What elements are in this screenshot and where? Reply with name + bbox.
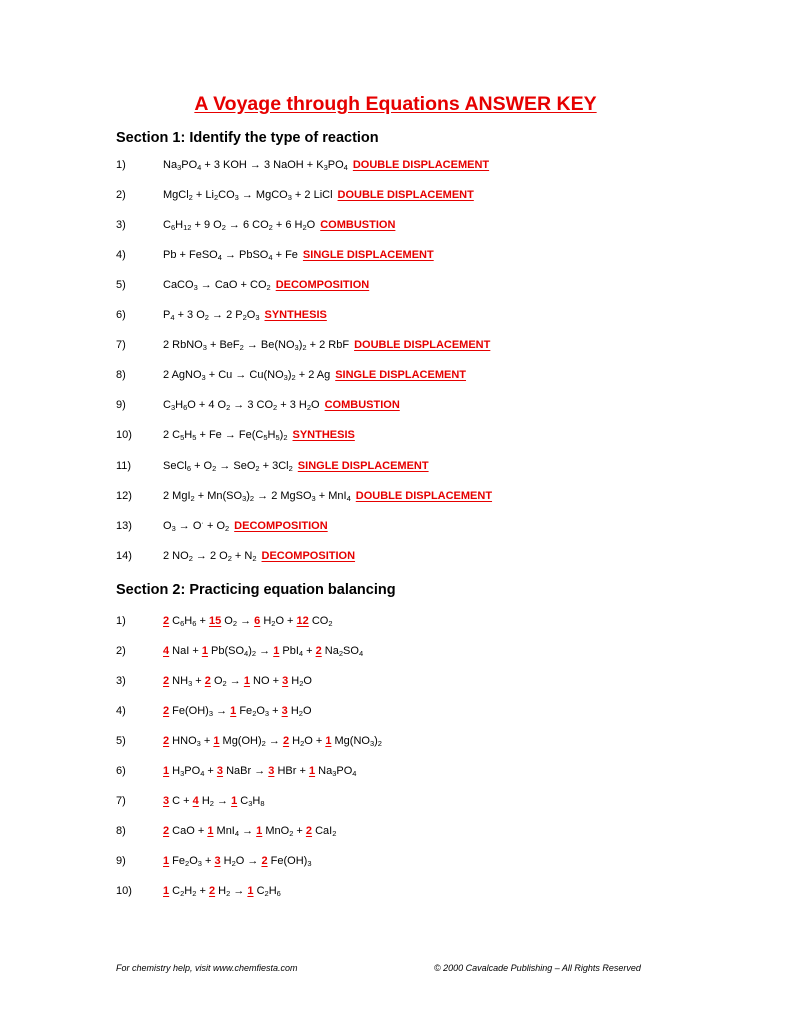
coefficient-answer: 15 [208,615,222,627]
coefficient-answer: 2 [305,825,313,837]
item-number: 14) [116,549,132,562]
reaction-type-answer: COMBUSTION [320,219,396,232]
equation: 1 $H_3PO_4 + 3$ NaBr → 3 HBr + 1 $Na_3PO_4$ [163,765,357,778]
reaction-type-answer: DECOMPOSITION [275,279,370,292]
reaction-type-answer: SINGLE DISPLACEMENT [297,459,429,472]
coefficient-answer: 1 [163,885,170,897]
equation: Pb + FeSO$_4$ → PbSO$_4$ + Fe SINGLE DISPLACEMENT [163,249,434,263]
coefficient-answer: 1 [231,795,238,807]
reaction-type-answer: SYNTHESIS [292,429,355,442]
coefficient-answer: 1 [243,675,250,687]
coefficient-answer: 2 [163,675,170,687]
equation: 2 CaO + 1 MnI$_4$ → 1 MnO$_2$ + 2 CaI$_2$ [163,825,337,838]
coefficient-answer: 1 [230,705,237,717]
coefficient-answer: 2 [315,645,322,657]
coefficient-answer: 2 [163,735,170,747]
item-number: 2) [116,645,126,657]
equation: 3 C + 4 $H_2 \to 1$ $C_3H_8$ [163,795,265,808]
coefficient-answer: 2 [261,855,268,867]
coefficient-answer: 12 [296,615,309,627]
item-number: 4) [116,249,126,262]
coefficient-answer: 2 [163,615,170,627]
coefficient-answer: 4 [192,795,199,807]
equation: $C_3H_6O + 4$ $O_2 \to 3$ $CO_2 + 3$ $H_2O$ COMBUSTION [163,399,400,413]
item-number: 9) [116,399,126,412]
coefficient-answer: 2 [163,825,170,837]
coefficient-answer: 1 [163,855,170,867]
equation: 2 $C_5H_5 + Fe \to Fe(C_5H_5)_2$ SYNTHESIS [163,429,355,443]
item-number: 8) [116,369,126,382]
coefficient-answer: 2 [163,705,170,717]
coefficient-answer: 3 [282,675,289,687]
equation: $Na_3PO_4 + 3$ KOH → 3 NaOH + $K_3PO_4$ DOUBLE DISPLACEMENT [163,159,490,172]
item-number: 6) [116,765,126,777]
equation: MgCl$_2$ + $Li_2CO_3$ → MgCO$_3$ + 2 LiCl DOUBLE DISPLACEMENT [163,189,474,203]
coefficient-answer: 6 [254,615,261,627]
reaction-type-answer: DOUBLE DISPLACEMENT [354,339,491,352]
reaction-type-answer: SINGLE DISPLACEMENT [335,369,467,382]
equation: 1 $Fe_2O_3 + 3$ $H_2O \to 2$ $Fe(OH)_3$ [163,855,312,868]
footer-copyright: © 2000 Cavalcade Publishing – All Rights Reserved [434,963,641,973]
equation: 2 $Fe(OH)_3 \to 1$ $Fe_2O_3 + 3$ $H_2O$ [163,705,312,718]
item-number: 5) [116,735,126,747]
item-number: 2) [116,189,126,202]
coefficient-answer: 3 [268,765,275,777]
coefficient-answer: 2 [282,735,290,747]
item-number: 10) [116,429,132,442]
equation: 4 NaI + 1 $Pb(SO_4)_2 \to 1$ PbI$_4$ + 2 $Na_2SO_4$ [163,645,364,658]
coefficient-answer: 1 [325,735,332,747]
item-number: 1) [116,615,126,627]
reaction-type-answer: DOUBLE DISPLACEMENT [355,489,493,502]
item-number: 13) [116,519,132,532]
coefficient-answer: 3 [216,765,224,777]
section-2-heading: Section 2: Practicing equation balancing [116,582,396,598]
equation: 2 $NO_2 \to 2$ $O_2 + N_2$ DECOMPOSITION [163,549,356,563]
item-number: 7) [116,339,126,352]
equation: $O_3 \to O^\cdot + O_2$ DECOMPOSITION [163,517,328,533]
reaction-type-answer: DECOMPOSITION [234,519,328,532]
item-number: 5) [116,279,126,292]
section-1-heading: Section 1: Identify the type of reaction [116,130,379,146]
equation: $P_4 + 3$ $O_2 \to 2$ $P_2O_3$ SYNTHESIS [163,309,327,323]
item-number: 4) [116,705,126,717]
coefficient-answer: 3 [214,855,221,867]
item-number: 7) [116,795,126,807]
reaction-type-answer: SINGLE DISPLACEMENT [302,249,434,262]
equation: 2 RbNO$_3$ + $BeF_2 \to Be(NO_3)_2 + 2$ RbF DOUBLE DISPLACEMENT [163,339,491,353]
coefficient-answer: 1 [308,765,316,777]
coefficient-answer: 2 [204,675,211,687]
coefficient-answer: 1 [213,735,220,747]
equation: 2 $MgI_2 + Mn(SO_3)_2 \to 2$ MgSO$_3$ + MnI$_4$ DOUBLE DISPLACEMENT [163,489,493,503]
reaction-type-answer: DECOMPOSITION [261,549,356,562]
reaction-type-answer: COMBUSTION [324,399,400,412]
coefficient-answer: 1 [256,825,263,837]
equation: 2 AgNO$_3$ + $Cu \to Cu(NO_3)_2 + 2$ Ag SINGLE DISPLACEMENT [163,369,467,383]
coefficient-answer: 1 [273,645,280,657]
reaction-type-answer: SYNTHESIS [264,309,327,322]
item-number: 9) [116,855,126,867]
coefficient-answer: 1 [207,825,214,837]
item-number: 3) [116,675,126,687]
equation: 2 $C_6H_6 + 15$ $O_2 \to 6$ $H_2O + 12$ $CO_2$ [163,615,333,628]
coefficient-answer: 2 [208,885,216,897]
coefficient-answer: 1 [201,645,208,657]
item-number: 6) [116,309,126,322]
equation: 2 $NH_3 + 2$ $O_2 \to 1$ NO + 3 $H_2O$ [163,675,312,688]
coefficient-answer: 4 [163,645,170,657]
equation: 1 $C_2H_2 + 2$ $H_2 \to 1$ $C_2H_6$ [163,885,281,898]
reaction-type-answer: DOUBLE DISPLACEMENT [352,159,490,171]
equation: SeCl$_6$ + $O_2 \to SeO_2 + 3Cl_2$ SINGLE DISPLACEMENT [163,459,429,473]
item-number: 10) [116,885,132,897]
item-number: 3) [116,219,126,232]
reaction-type-answer: DOUBLE DISPLACEMENT [337,189,474,202]
item-number: 12) [116,489,132,502]
equation: $C_6H_{12} + 9$ $O_2 \to 6$ $CO_2 + 6$ $H_2O$ COMBUSTION [163,219,396,233]
coefficient-answer: 3 [281,705,288,717]
item-number: 1) [116,159,126,171]
page-title: A Voyage through Equations ANSWER KEY [194,93,597,115]
coefficient-answer: 1 [163,765,170,777]
equation: CaCO$_3$ → CaO + $CO_2$ DECOMPOSITION [163,279,370,293]
equation: 2 $HNO_3 + 1$ $Mg(OH)_2 \to 2$ $H_2O + 1$ $Mg(NO_3)_2$ [163,735,382,748]
footer-help-text: For chemistry help, visit www.chemfiesta.com [116,963,298,973]
coefficient-answer: 3 [163,795,170,807]
item-number: 11) [116,459,132,472]
coefficient-answer: 1 [247,885,254,897]
item-number: 8) [116,825,126,837]
